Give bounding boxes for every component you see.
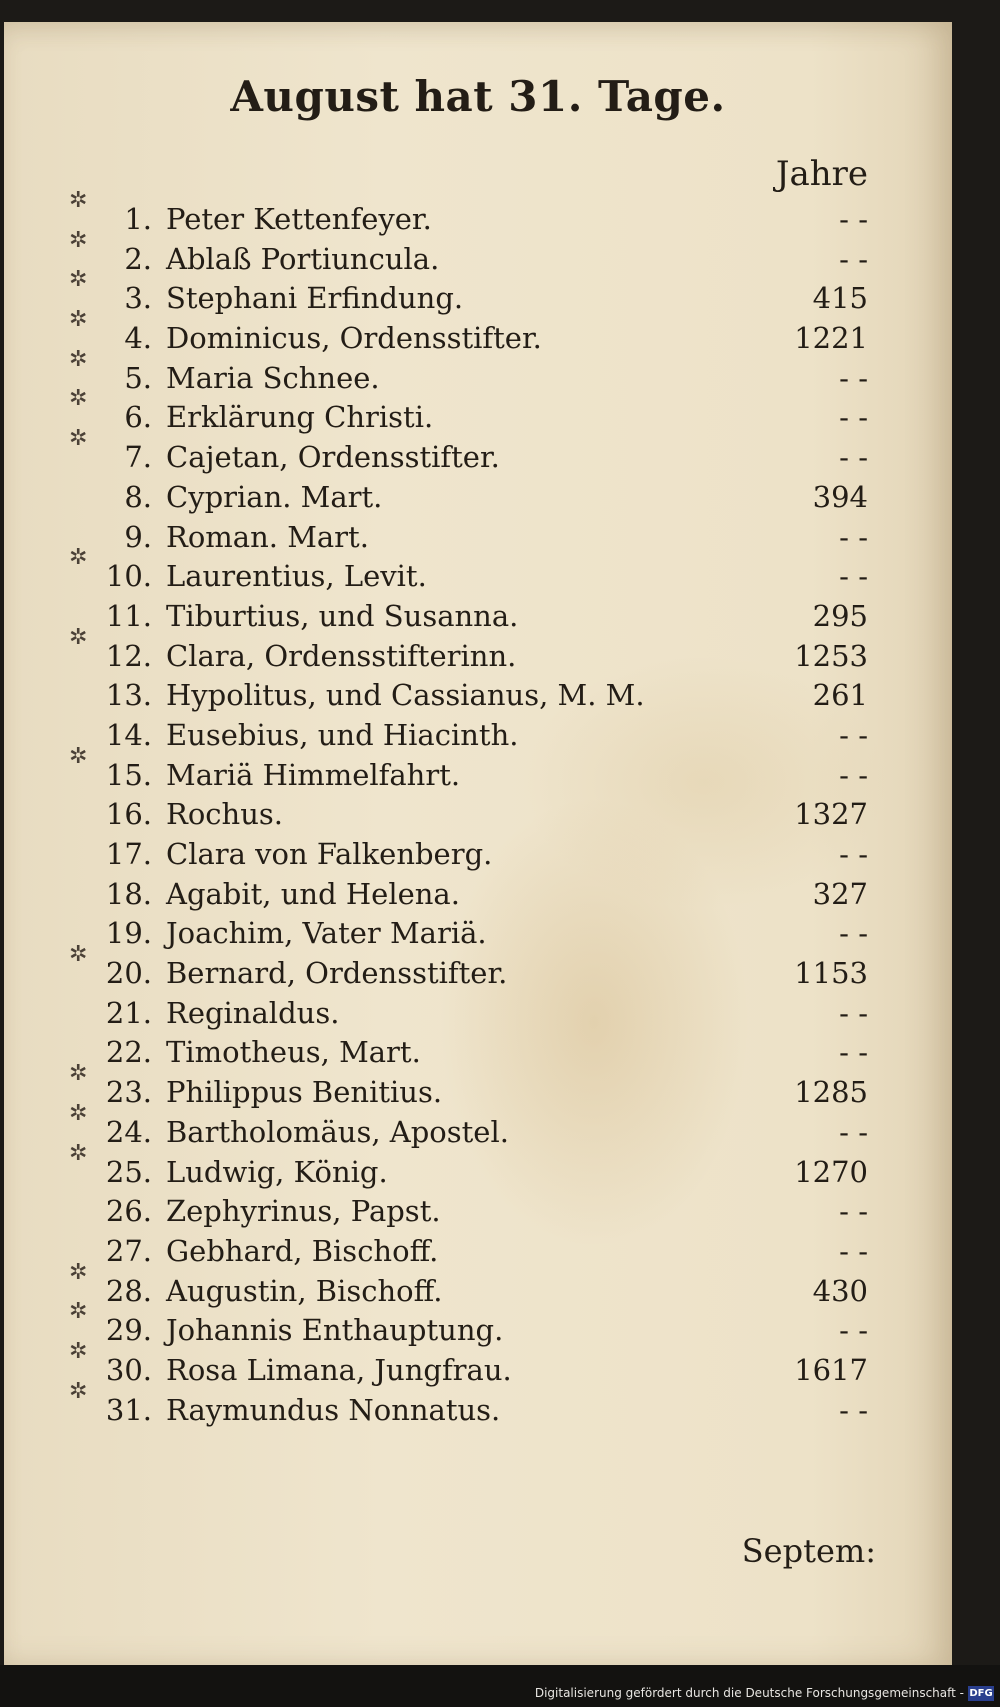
feast-star-icon: ✲ bbox=[69, 1378, 88, 1404]
feast-star-icon: ✲ bbox=[69, 386, 88, 412]
saint-name: Eusebius, und Hiacinth. bbox=[166, 717, 519, 752]
footer-credit: Digitalisierung gefördert durch die Deutsche Forschungsgemeinschaft - bbox=[534, 1686, 964, 1700]
year-value: 430 bbox=[812, 1273, 868, 1308]
day-number: 25. bbox=[105, 1154, 152, 1189]
feast-star-icon: ✲ bbox=[69, 624, 88, 650]
list-item bbox=[4, 1299, 952, 1351]
list-item bbox=[4, 624, 952, 677]
list-item bbox=[4, 743, 952, 796]
day-number: 16. bbox=[105, 797, 152, 832]
year-value: 1221 bbox=[794, 321, 868, 356]
year-value: - - bbox=[839, 400, 868, 435]
year-value: 1285 bbox=[794, 1075, 868, 1110]
saint-name: Rochus. bbox=[166, 797, 283, 832]
saint-name: Zephyrinus, Papst. bbox=[166, 1194, 441, 1229]
saint-name: Cajetan, Ordensstifter. bbox=[166, 440, 500, 475]
saint-name: Cyprian. Mart. bbox=[166, 479, 383, 514]
year-value: - - bbox=[839, 916, 868, 951]
feast-star-icon: ✲ bbox=[69, 267, 88, 293]
saint-name: Gebhard, Bischoff. bbox=[166, 1233, 439, 1268]
day-number: 9. bbox=[124, 519, 152, 554]
day-number: 28. bbox=[105, 1273, 152, 1308]
list-item bbox=[4, 716, 952, 756]
saint-name: Tiburtius, und Susanna. bbox=[166, 598, 519, 633]
feast-star-icon: ✲ bbox=[69, 1338, 88, 1364]
saint-name: Raymundus Nonnatus. bbox=[166, 1392, 501, 1427]
feast-star-icon: ✲ bbox=[69, 545, 88, 571]
day-number: 31. bbox=[105, 1392, 152, 1427]
saint-name: Agabit, und Helena. bbox=[166, 876, 460, 911]
saint-name: Johannis Enthauptung. bbox=[166, 1313, 504, 1348]
list-item bbox=[4, 1033, 952, 1073]
year-value: - - bbox=[839, 1392, 868, 1427]
year-value: 1617 bbox=[794, 1352, 868, 1387]
year-value: 1253 bbox=[794, 638, 868, 673]
year-value: - - bbox=[839, 1233, 868, 1268]
list-item bbox=[4, 1100, 952, 1153]
saint-name: Maria Schnee. bbox=[166, 360, 380, 395]
list-item bbox=[4, 1338, 952, 1391]
saint-name: Clara, Ordensstifterinn. bbox=[166, 638, 517, 673]
year-value: 261 bbox=[812, 678, 868, 713]
day-number: 13. bbox=[105, 678, 152, 713]
list-item bbox=[4, 188, 952, 240]
day-number: 24. bbox=[105, 1114, 152, 1149]
year-value: 327 bbox=[812, 876, 868, 911]
saint-name: Reginaldus. bbox=[166, 995, 340, 1030]
day-number: 6. bbox=[124, 400, 152, 435]
saints-day-list bbox=[4, 188, 952, 1430]
feast-star-icon: ✲ bbox=[69, 307, 88, 333]
year-value: - - bbox=[839, 241, 868, 276]
day-number: 12. bbox=[105, 638, 152, 673]
list-item bbox=[4, 1061, 952, 1113]
page-title: August hat 31. Tage. bbox=[230, 72, 726, 121]
year-value: 1327 bbox=[794, 797, 868, 832]
saint-name: Philippus Benitius. bbox=[166, 1075, 443, 1110]
saint-name: Clara von Falkenberg. bbox=[166, 837, 493, 871]
feast-star-icon: ✲ bbox=[69, 346, 88, 372]
day-number: 7. bbox=[124, 440, 152, 475]
years-column-header: Jahre bbox=[775, 154, 868, 194]
year-value: 415 bbox=[812, 281, 868, 316]
list-item bbox=[4, 795, 952, 835]
saint-name: Laurentius, Levit. bbox=[166, 559, 427, 594]
day-number: 18. bbox=[105, 876, 152, 911]
saint-name: Erklärung Christi. bbox=[166, 400, 434, 435]
feast-star-icon: ✲ bbox=[69, 227, 88, 253]
day-number: 26. bbox=[105, 1194, 152, 1229]
list-item bbox=[4, 307, 952, 359]
day-number: 3. bbox=[124, 281, 152, 316]
year-value: - - bbox=[839, 717, 868, 752]
saint-name: Dominicus, Ordensstifter. bbox=[166, 321, 542, 356]
feast-star-icon: ✲ bbox=[69, 1299, 88, 1325]
list-item bbox=[4, 545, 952, 597]
list-item bbox=[4, 994, 952, 1034]
day-number: 4. bbox=[124, 321, 152, 356]
day-number: 1. bbox=[124, 202, 152, 236]
year-value: - - bbox=[839, 440, 868, 475]
year-value: - - bbox=[839, 837, 868, 871]
feast-star-icon: ✲ bbox=[69, 426, 88, 452]
saint-name: Augustin, Bischoff. bbox=[166, 1273, 443, 1308]
digitization-footer bbox=[0, 1665, 1000, 1707]
day-number: 11. bbox=[105, 598, 152, 633]
day-number: 30. bbox=[105, 1352, 152, 1387]
day-number: 21. bbox=[105, 995, 152, 1030]
list-item bbox=[4, 478, 952, 518]
list-item bbox=[4, 426, 952, 478]
day-number: 8. bbox=[124, 479, 152, 514]
day-number: 23. bbox=[105, 1075, 152, 1110]
day-number: 14. bbox=[105, 717, 152, 752]
day-number: 27. bbox=[105, 1233, 152, 1268]
year-value: - - bbox=[839, 1035, 868, 1070]
catchword: Septem: bbox=[741, 1532, 876, 1570]
saint-name: Timotheus, Mart. bbox=[166, 1035, 421, 1070]
feast-star-icon: ✲ bbox=[69, 1061, 88, 1087]
feast-star-icon: ✲ bbox=[69, 743, 88, 769]
year-value: - - bbox=[839, 559, 868, 594]
saint-name: Ablaß Portiuncula. bbox=[166, 241, 440, 276]
day-number: 2. bbox=[124, 241, 152, 276]
day-number: 10. bbox=[105, 559, 152, 594]
year-value: - - bbox=[839, 757, 868, 792]
saint-name: Stephani Erfindung. bbox=[166, 281, 464, 316]
year-value: 394 bbox=[812, 479, 868, 514]
list-item bbox=[4, 1378, 952, 1431]
list-item bbox=[4, 1259, 952, 1312]
day-number: 22. bbox=[105, 1035, 152, 1070]
saint-name: Ludwig, König. bbox=[166, 1154, 388, 1189]
calendar-page bbox=[4, 22, 952, 1665]
day-number: 15. bbox=[105, 757, 152, 792]
day-number: 19. bbox=[105, 916, 152, 951]
year-value: - - bbox=[839, 519, 868, 554]
list-item bbox=[4, 518, 952, 558]
year-value: - - bbox=[839, 995, 868, 1030]
list-item bbox=[4, 875, 952, 915]
feast-star-icon: ✲ bbox=[69, 1100, 88, 1126]
feast-star-icon: ✲ bbox=[69, 1140, 88, 1166]
list-item bbox=[4, 386, 952, 438]
list-item bbox=[4, 227, 952, 280]
year-value: - - bbox=[839, 1114, 868, 1149]
saint-name: Roman. Mart. bbox=[166, 519, 369, 554]
list-item bbox=[4, 267, 952, 319]
year-value: - - bbox=[839, 360, 868, 395]
saint-name: Hypolitus, und Cassianus, M. M. bbox=[166, 678, 645, 713]
day-number: 5. bbox=[124, 360, 152, 395]
year-value: - - bbox=[839, 1194, 868, 1229]
list-item bbox=[4, 676, 952, 716]
day-number: 29. bbox=[105, 1313, 152, 1348]
saint-name: Bernard, Ordensstifter. bbox=[166, 956, 508, 991]
year-value: 295 bbox=[812, 598, 868, 633]
list-item bbox=[4, 942, 952, 994]
saint-name: Joachim, Vater Mariä. bbox=[166, 916, 487, 951]
list-item bbox=[4, 1232, 952, 1272]
saint-name: Mariä Himmelfahrt. bbox=[166, 757, 461, 792]
year-value: - - bbox=[839, 1313, 868, 1348]
dfg-logo: DFG bbox=[969, 1688, 993, 1699]
list-item bbox=[4, 1192, 952, 1232]
list-item bbox=[4, 346, 952, 399]
year-value: 1153 bbox=[794, 956, 868, 991]
list-item bbox=[4, 1140, 952, 1193]
feast-star-icon: ✲ bbox=[69, 188, 88, 213]
saint-name: Rosa Limana, Jungfrau. bbox=[166, 1352, 512, 1387]
list-item bbox=[4, 914, 952, 954]
feast-star-icon: ✲ bbox=[69, 942, 88, 968]
saint-name: Bartholomäus, Apostel. bbox=[166, 1114, 509, 1149]
day-number: 20. bbox=[105, 956, 152, 991]
list-item bbox=[4, 835, 952, 875]
day-number: 17. bbox=[105, 837, 152, 871]
list-item bbox=[4, 597, 952, 637]
feast-star-icon: ✲ bbox=[69, 1259, 88, 1285]
year-value: 1270 bbox=[794, 1154, 868, 1189]
saint-name: Peter Kettenfeyer. bbox=[166, 202, 432, 236]
year-value: - - bbox=[839, 202, 868, 236]
